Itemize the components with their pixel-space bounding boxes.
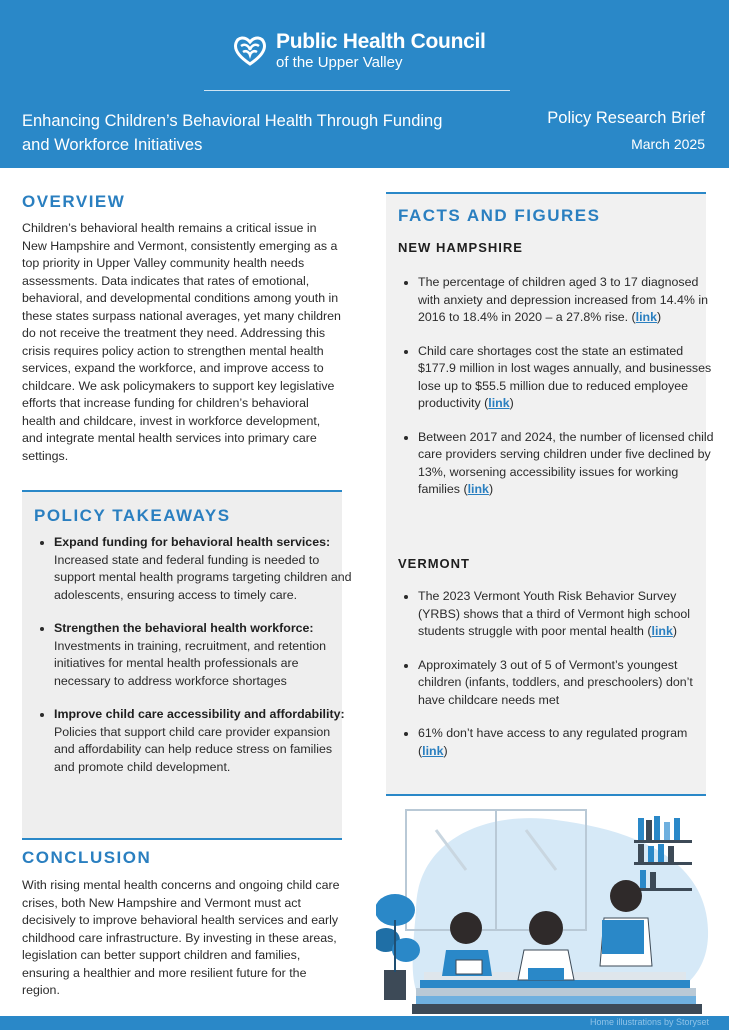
- list-item: [54, 706, 354, 776]
- org-name: Public Health Council: [276, 30, 486, 53]
- document-title: Enhancing Children’s Behavioral Health Through Funding and Workforce Initiatives: [22, 112, 443, 154]
- fact-text: The percentage of children aged 3 to 17 diagnosed with anxiety and depression increased from 14.4% in 2016 to 18.4% in 2020 – a 27.8% rise. (: [418, 275, 708, 324]
- nh-heading: NEW HAMPSHIRE: [398, 240, 523, 255]
- vt-facts-list: [398, 588, 716, 776]
- policy-heading: POLICY TAKEAWAYS: [34, 506, 231, 525]
- org-logo: [232, 30, 512, 76]
- children-reading-illustration: [376, 800, 716, 1016]
- list-item: [418, 274, 716, 327]
- fact-text-end: ): [488, 482, 494, 496]
- fact-text-end: ): [443, 743, 448, 758]
- takeaway-text: Increased state and federal funding is needed to support mental health programs targeting children and adolescents, ensuring access to timely care.: [54, 552, 352, 602]
- list-item: [418, 725, 716, 760]
- list-item: [418, 429, 716, 499]
- source-link[interactable]: link: [651, 624, 673, 638]
- fact-text-end: ): [657, 310, 662, 324]
- brief-type: Policy Research Brief: [547, 109, 705, 127]
- fact-text: Between 2017 and 2024, the number of licensed child care providers serving children under five declined by 13%, worsening accessibility issues for working families (: [418, 429, 714, 496]
- fact-text: 61% don’t have access to any regulated program (: [418, 726, 688, 758]
- conclusion-heading: CONCLUSION: [22, 848, 152, 867]
- org-subtitle: of the Upper Valley: [276, 54, 403, 71]
- illustration-credit: Home illustrations by Storyset: [589, 1017, 709, 1027]
- plant-icon: [376, 894, 420, 1000]
- facts-heading: FACTS AND FIGURES: [398, 206, 601, 225]
- takeaway-title: Expand funding for behavioral health services:: [54, 535, 331, 549]
- fact-text: Child care shortages cost the state an estimated $177.9 million in lost wages annually, and businesses lose up to $55.5 million due to reduced employee productivity (: [418, 343, 712, 410]
- fact-text-end: ): [672, 624, 677, 638]
- conclusion-text: With rising mental health concerns and ongoing child care crises, both New Hampshire and Vermont must act decisively to improve behavioral health services and early childhood care infrastructure. By investing in these areas, legislation can better support children and families, ensuring a healthier and more resilient future for the region.: [22, 878, 340, 997]
- fact-text: Approximately 3 out of 5 of Vermont’s youngest children (infants, toddlers, and preschoolers) don’t have childcare needs met: [418, 657, 693, 707]
- nh-facts-list: [398, 274, 716, 515]
- policy-list: [34, 534, 354, 792]
- list-item: [418, 657, 716, 710]
- fact-text: The 2023 Vermont Youth Risk Behavior Survey (YRBS) shows that a third of Vermont high school students struggle with poor mental health (: [418, 589, 691, 638]
- list-item: [54, 534, 354, 604]
- header-banner: [0, 0, 729, 168]
- fact-text-end: ): [509, 396, 514, 410]
- takeaway-text: Investments in training, recruitment, and retention initiatives for mental health professionals are necessary to address workforce shortages: [54, 638, 327, 688]
- takeaway-text: Policies that support child care provider expansion and affordability can help reduce stress on families and promote child development.: [54, 724, 333, 774]
- source-link[interactable]: link: [467, 482, 489, 496]
- takeaway-title: Improve child care accessibility and affordability:: [54, 707, 345, 721]
- list-item: [418, 588, 716, 641]
- source-link[interactable]: link: [488, 396, 510, 410]
- policy-takeaways-box: [22, 490, 352, 840]
- facts-figures-box: [386, 192, 714, 796]
- heart-logo-icon: [232, 32, 268, 68]
- list-item: [54, 620, 354, 690]
- brief-date: March 2025: [631, 136, 705, 152]
- vt-heading: VERMONT: [398, 556, 470, 571]
- overview-heading: OVERVIEW: [22, 192, 126, 211]
- takeaway-title: Strengthen the behavioral health workforce:: [54, 621, 314, 635]
- source-link[interactable]: link: [422, 743, 444, 758]
- list-item: [418, 343, 716, 413]
- footer-bar: [0, 1016, 729, 1030]
- header-divider: [204, 90, 510, 91]
- source-link[interactable]: link: [635, 310, 658, 324]
- overview-text: Children’s behavioral health remains a critical issue in New Hampshire and Vermont, consistently emerging as a top priority in Upper Valley community health needs assessments. Data indicates that rates of emotional, behavioral, and developmental conditions among youth in these states surpass national averages, yet many children do not receive the treatment they need. Addressing this crisis requires policy action to strengthen mental health services, expand the workforce, and improve access to childcare. We ask policymakers to support key legislative efforts that increase funding for children’s behavioral health and childcare, invest in workforce development, and integrate mental health services into primary care settings.: [22, 221, 341, 463]
